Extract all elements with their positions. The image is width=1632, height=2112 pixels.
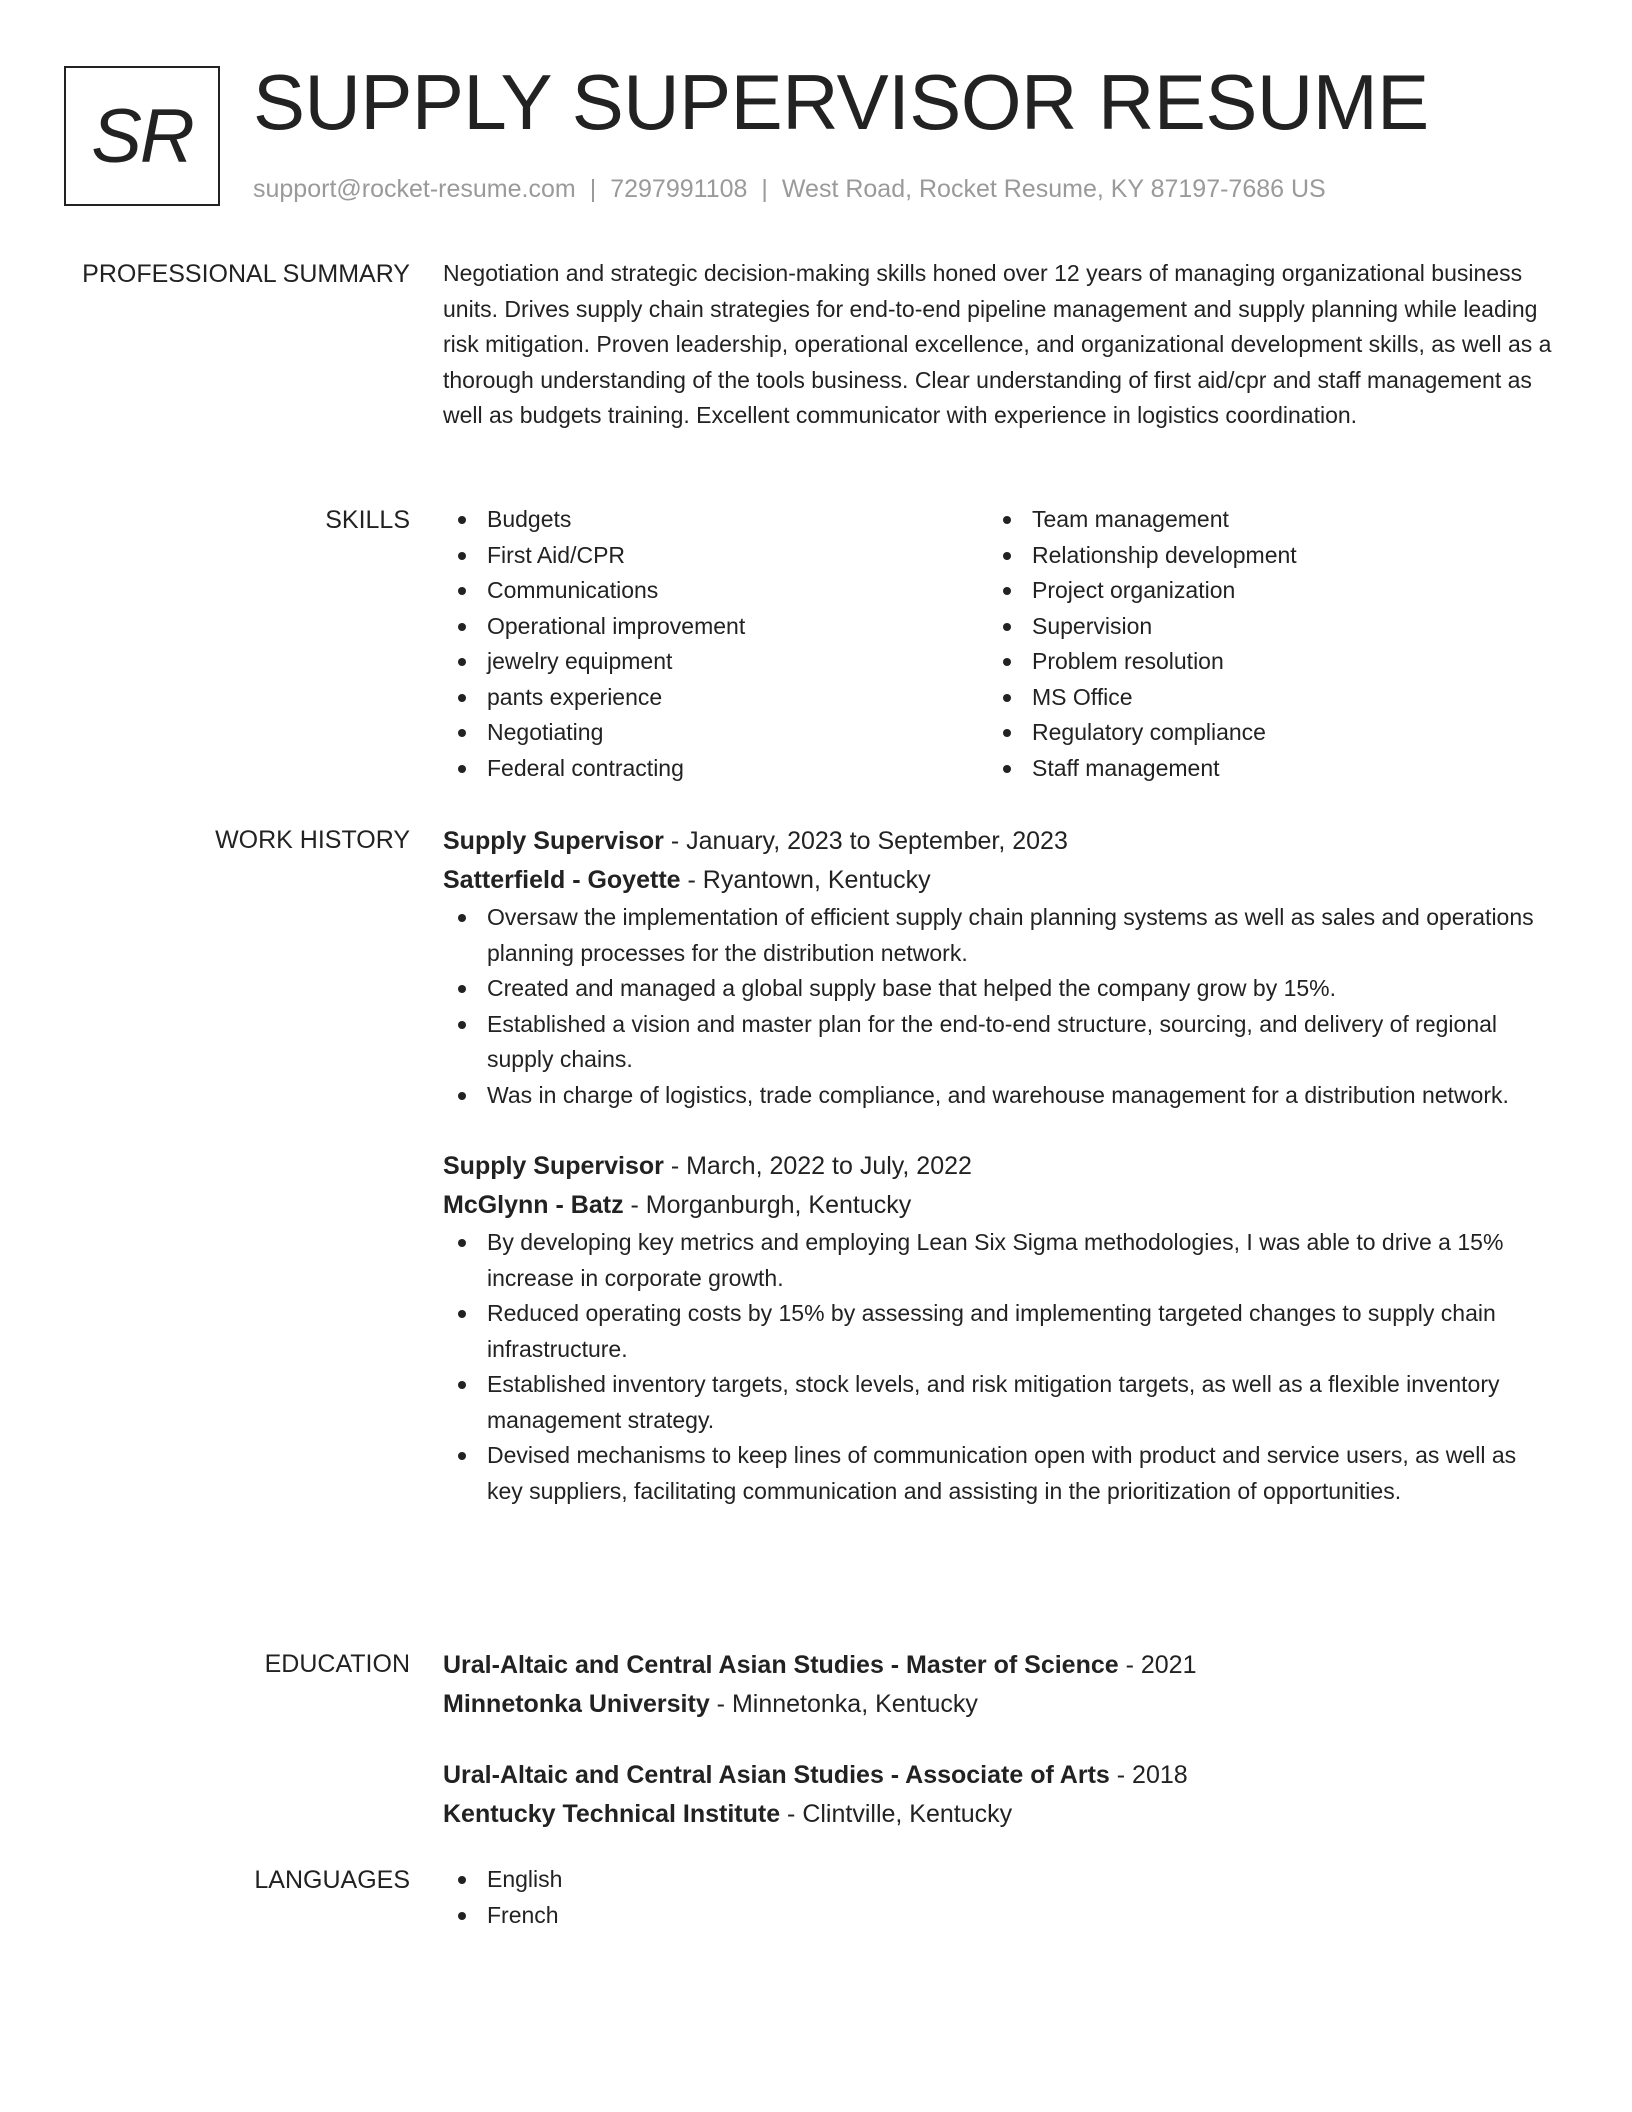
summary-body	[443, 256, 1555, 434]
languages-label: LANGUAGES	[254, 1866, 410, 1894]
skill-item: Negotiating	[443, 715, 988, 751]
skills-label: SKILLS	[325, 506, 410, 534]
job-bullet: Created and managed a global supply base that helped the company grow by 15%.	[443, 971, 1555, 1007]
summary-label: PROFESSIONAL SUMMARY	[82, 260, 410, 288]
job-company: Satterfield - Goyette	[443, 866, 681, 894]
skill-item: Communications	[443, 573, 988, 609]
job-bullet: Established inventory targets, stock levels, and risk mitigation targets, as well as a flexible inventory management strategy.	[443, 1367, 1555, 1438]
job-dates: - January, 2023 to September, 2023	[663, 827, 1068, 855]
job-bullet: Oversaw the implementation of efficient supply chain planning systems as well as sales and operations planning processes for the distribution network.	[443, 900, 1555, 971]
education-degree: Ural-Altaic and Central Asian Studies - Associate of Arts	[443, 1761, 1110, 1789]
job-title-line	[443, 822, 1555, 861]
job-bullet-list	[443, 1225, 1555, 1509]
skill-item: Operational improvement	[443, 609, 988, 645]
job-bullet: By developing key metrics and employing Lean Six Sigma methodologies, I was able to drive a 15% increase in corporate growth.	[443, 1225, 1555, 1296]
contact-address: West Road, Rocket Resume, KY 87197-7686 US	[781, 175, 1326, 203]
contact-phone: 7297991108	[610, 175, 748, 203]
education-school: Kentucky Technical Institute	[443, 1800, 781, 1828]
education-location: - Minnetonka, Kentucky	[709, 1690, 978, 1718]
job-title-line	[443, 1147, 1555, 1186]
job-title: Supply Supervisor	[443, 827, 664, 855]
education-body	[443, 1646, 1555, 1834]
language-item: English	[443, 1862, 1555, 1898]
contact-email: support@rocket-resume.com	[253, 175, 576, 203]
job-entry	[443, 1147, 1555, 1509]
job-dates: - March, 2022 to July, 2022	[663, 1152, 972, 1180]
education-school-line	[443, 1685, 1555, 1724]
skill-item: Team management	[988, 502, 1533, 538]
job-company-line	[443, 861, 1555, 900]
monogram: SR	[64, 66, 220, 206]
education-entry	[443, 1756, 1555, 1834]
job-location: - Ryantown, Kentucky	[680, 866, 931, 894]
skill-item: Federal contracting	[443, 751, 988, 787]
skills-column-left	[443, 502, 988, 786]
education-school-line	[443, 1795, 1555, 1834]
education-year: - 2021	[1118, 1651, 1197, 1679]
skill-item: pants experience	[443, 680, 988, 716]
job-company-line	[443, 1186, 1555, 1225]
contact-separator: |	[589, 175, 597, 203]
skill-item: First Aid/CPR	[443, 538, 988, 574]
skill-item: MS Office	[988, 680, 1533, 716]
skill-item: Budgets	[443, 502, 988, 538]
skill-item: Relationship development	[988, 538, 1533, 574]
resume-title: SUPPLY SUPERVISOR RESUME	[253, 58, 1429, 146]
education-label: EDUCATION	[264, 1650, 410, 1678]
job-bullet-list	[443, 900, 1555, 1113]
education-degree-line	[443, 1756, 1555, 1795]
skill-item: Staff management	[988, 751, 1533, 787]
contact-separator: |	[761, 175, 768, 203]
language-item: French	[443, 1898, 1555, 1934]
education-year: - 2018	[1109, 1761, 1188, 1789]
languages-body	[443, 1862, 1555, 1933]
skill-item: Project organization	[988, 573, 1533, 609]
job-location: - Morganburgh, Kentucky	[623, 1191, 912, 1219]
job-company: McGlynn - Batz	[443, 1191, 624, 1219]
education-degree-line	[443, 1646, 1555, 1685]
skill-item: Problem resolution	[988, 644, 1533, 680]
contact-line	[253, 172, 1326, 206]
summary-text: Negotiation and strategic decision-making skills honed over 12 years of managing organizational business units. Drives supply chain strategies for end-to-end pipeline management and supply planning while leading risk mitigation. Proven leadership, operational excellence, and organizational development skills, as well as a thorough understanding of the tools business. Clear understanding of first aid/cpr and staff management as well as budgets training. Excellent communicator with experience in logistics coordination.	[443, 260, 1552, 428]
job-bullet: Was in charge of logistics, trade compliance, and warehouse management for a distribution network.	[443, 1078, 1555, 1114]
skills-grid	[443, 502, 1555, 786]
languages-list	[443, 1862, 1555, 1933]
skills-column-right	[988, 502, 1533, 786]
job-title: Supply Supervisor	[443, 1152, 664, 1180]
education-entry	[443, 1646, 1555, 1724]
work-history-label: WORK HISTORY	[215, 826, 410, 854]
work-history-body	[443, 822, 1555, 1509]
job-entry	[443, 822, 1555, 1113]
job-bullet: Established a vision and master plan for the end-to-end structure, sourcing, and delivery of regional supply chains.	[443, 1007, 1555, 1078]
education-location: - Clintville, Kentucky	[780, 1800, 1013, 1828]
education-degree: Ural-Altaic and Central Asian Studies - Master of Science	[443, 1651, 1119, 1679]
education-school: Minnetonka University	[443, 1690, 710, 1718]
skill-item: jewelry equipment	[443, 644, 988, 680]
job-bullet: Devised mechanisms to keep lines of communication open with product and service users, as well as key suppliers, facilitating communication and assisting in the prioritization of opportunities.	[443, 1438, 1555, 1509]
job-bullet: Reduced operating costs by 15% by assessing and implementing targeted changes to supply chain infrastructure.	[443, 1296, 1555, 1367]
skill-item: Regulatory compliance	[988, 715, 1533, 751]
skill-item: Supervision	[988, 609, 1533, 645]
